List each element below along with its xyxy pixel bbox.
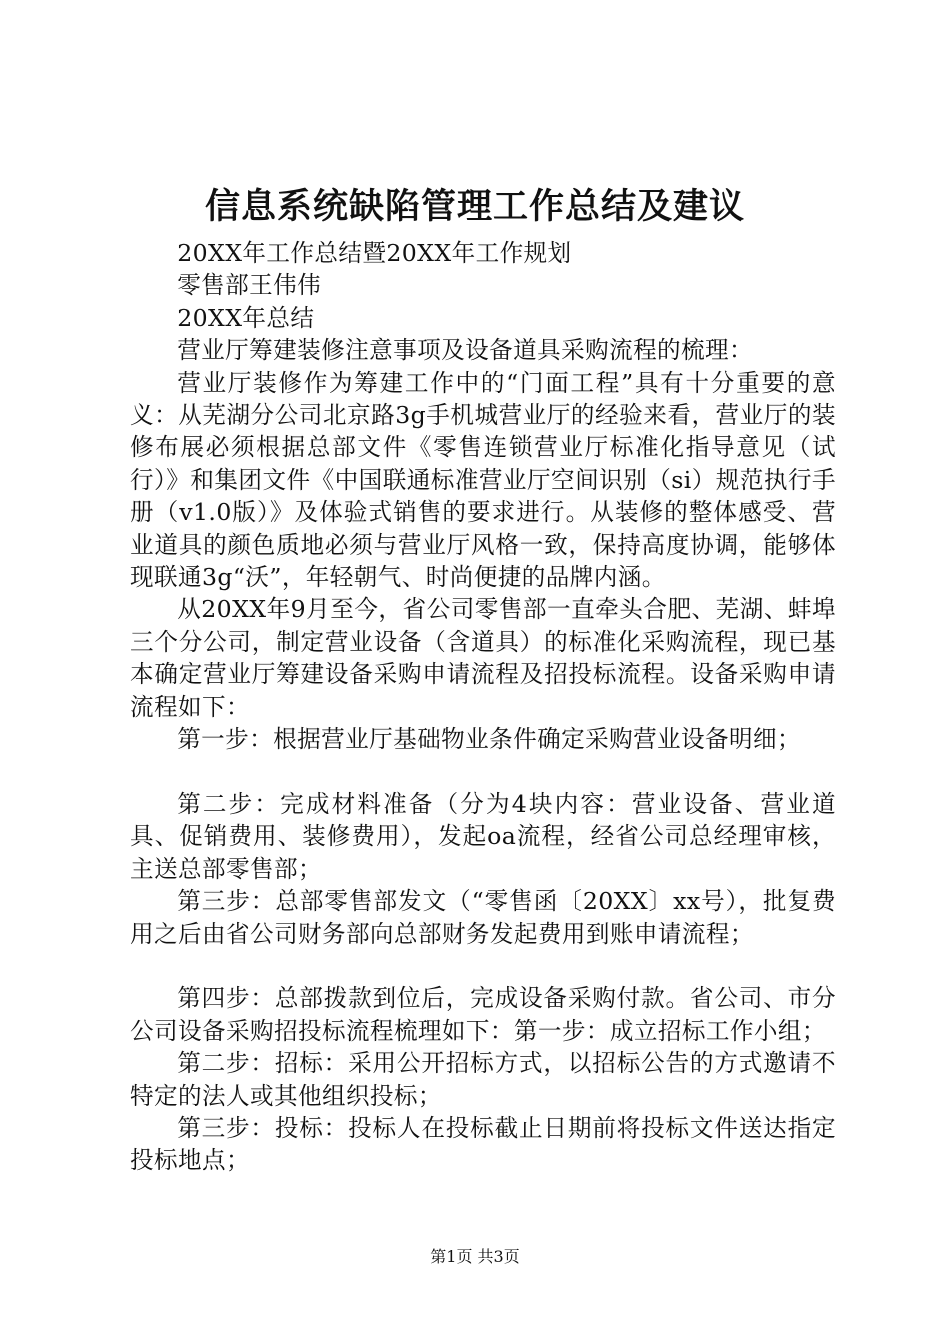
paragraph-summary-heading: 20XX年总结 (177, 303, 315, 332)
paragraph-decoration-importance: 营业厅装修作为筹建工作中的“门面工程”具有十分重要的意义：从芜湖分公司北京路3g手机城营业厅的经验来看，营业厅的装修布展必须根据总部文件《零售连锁营业厅标准化指导意见（试行）》和集团文件《中国联通标准营业厅空间识别（si）规范执行手册（v1.0版）》及体验式销售的要求进行。从装修的整体感受、营业道具的颜色质地必须与营业厅风格一致，保持高度协调，能够体现联通3g“沃”，年轻朝气、时尚便捷的品牌内涵。 (130, 368, 836, 592)
paragraph-bidding-step-three: 第三步：投标：投标人在投标截止日期前将投标文件送达指定投标地点； (130, 1113, 836, 1175)
document-body (130, 237, 836, 1177)
document-title: 信息系统缺陷管理工作总结及建议 (204, 186, 745, 227)
paragraph-author: 零售部王伟伟 (177, 271, 322, 300)
paragraph-step-four: 第四步：总部拨款到位后，完成设备采购付款。省公司、市分公司设备采购招投标流程梳理如下：第一步：成立招标工作小组； (130, 984, 836, 1045)
paragraph-procurement-process: 从20XX年9月至今，省公司零售部一直牵头合肥、芜湖、蚌埠三个分公司，制定营业设备（含道具）的标准化采购流程，现已基本确定营业厅筹建设备采购申请流程及招投标流程。设备采购申请流程如下： (130, 595, 836, 721)
paragraph-bidding-step-two: 第二步：招标：采用公开招标方式，以招标公告的方式邀请不特定的法人或其他组织投标； (130, 1049, 836, 1110)
paragraph-section-heading: 营业厅筹建装修注意事项及设备道具采购流程的梳理： (177, 336, 754, 365)
paragraph-step-two: 第二步：完成材料准备（分为4块内容：营业设备、营业道具、促销费用、装修费用），发起oa流程，经省公司总经理审核，主送总部零售部； (130, 789, 836, 883)
paragraph-step-one: 第一步：根据营业厅基础物业条件确定采购营业设备明细； (177, 725, 802, 754)
page-footer: 第1页 共3页 (430, 1247, 520, 1266)
paragraph-step-three: 第三步：总部零售部发文（“零售函〔20XX〕xx号），批复费用之后由省公司财务部向总部财务发起费用到账申请流程； (130, 887, 836, 948)
paragraph-plan-title: 20XX年工作总结暨20XX年工作规划 (177, 239, 572, 267)
